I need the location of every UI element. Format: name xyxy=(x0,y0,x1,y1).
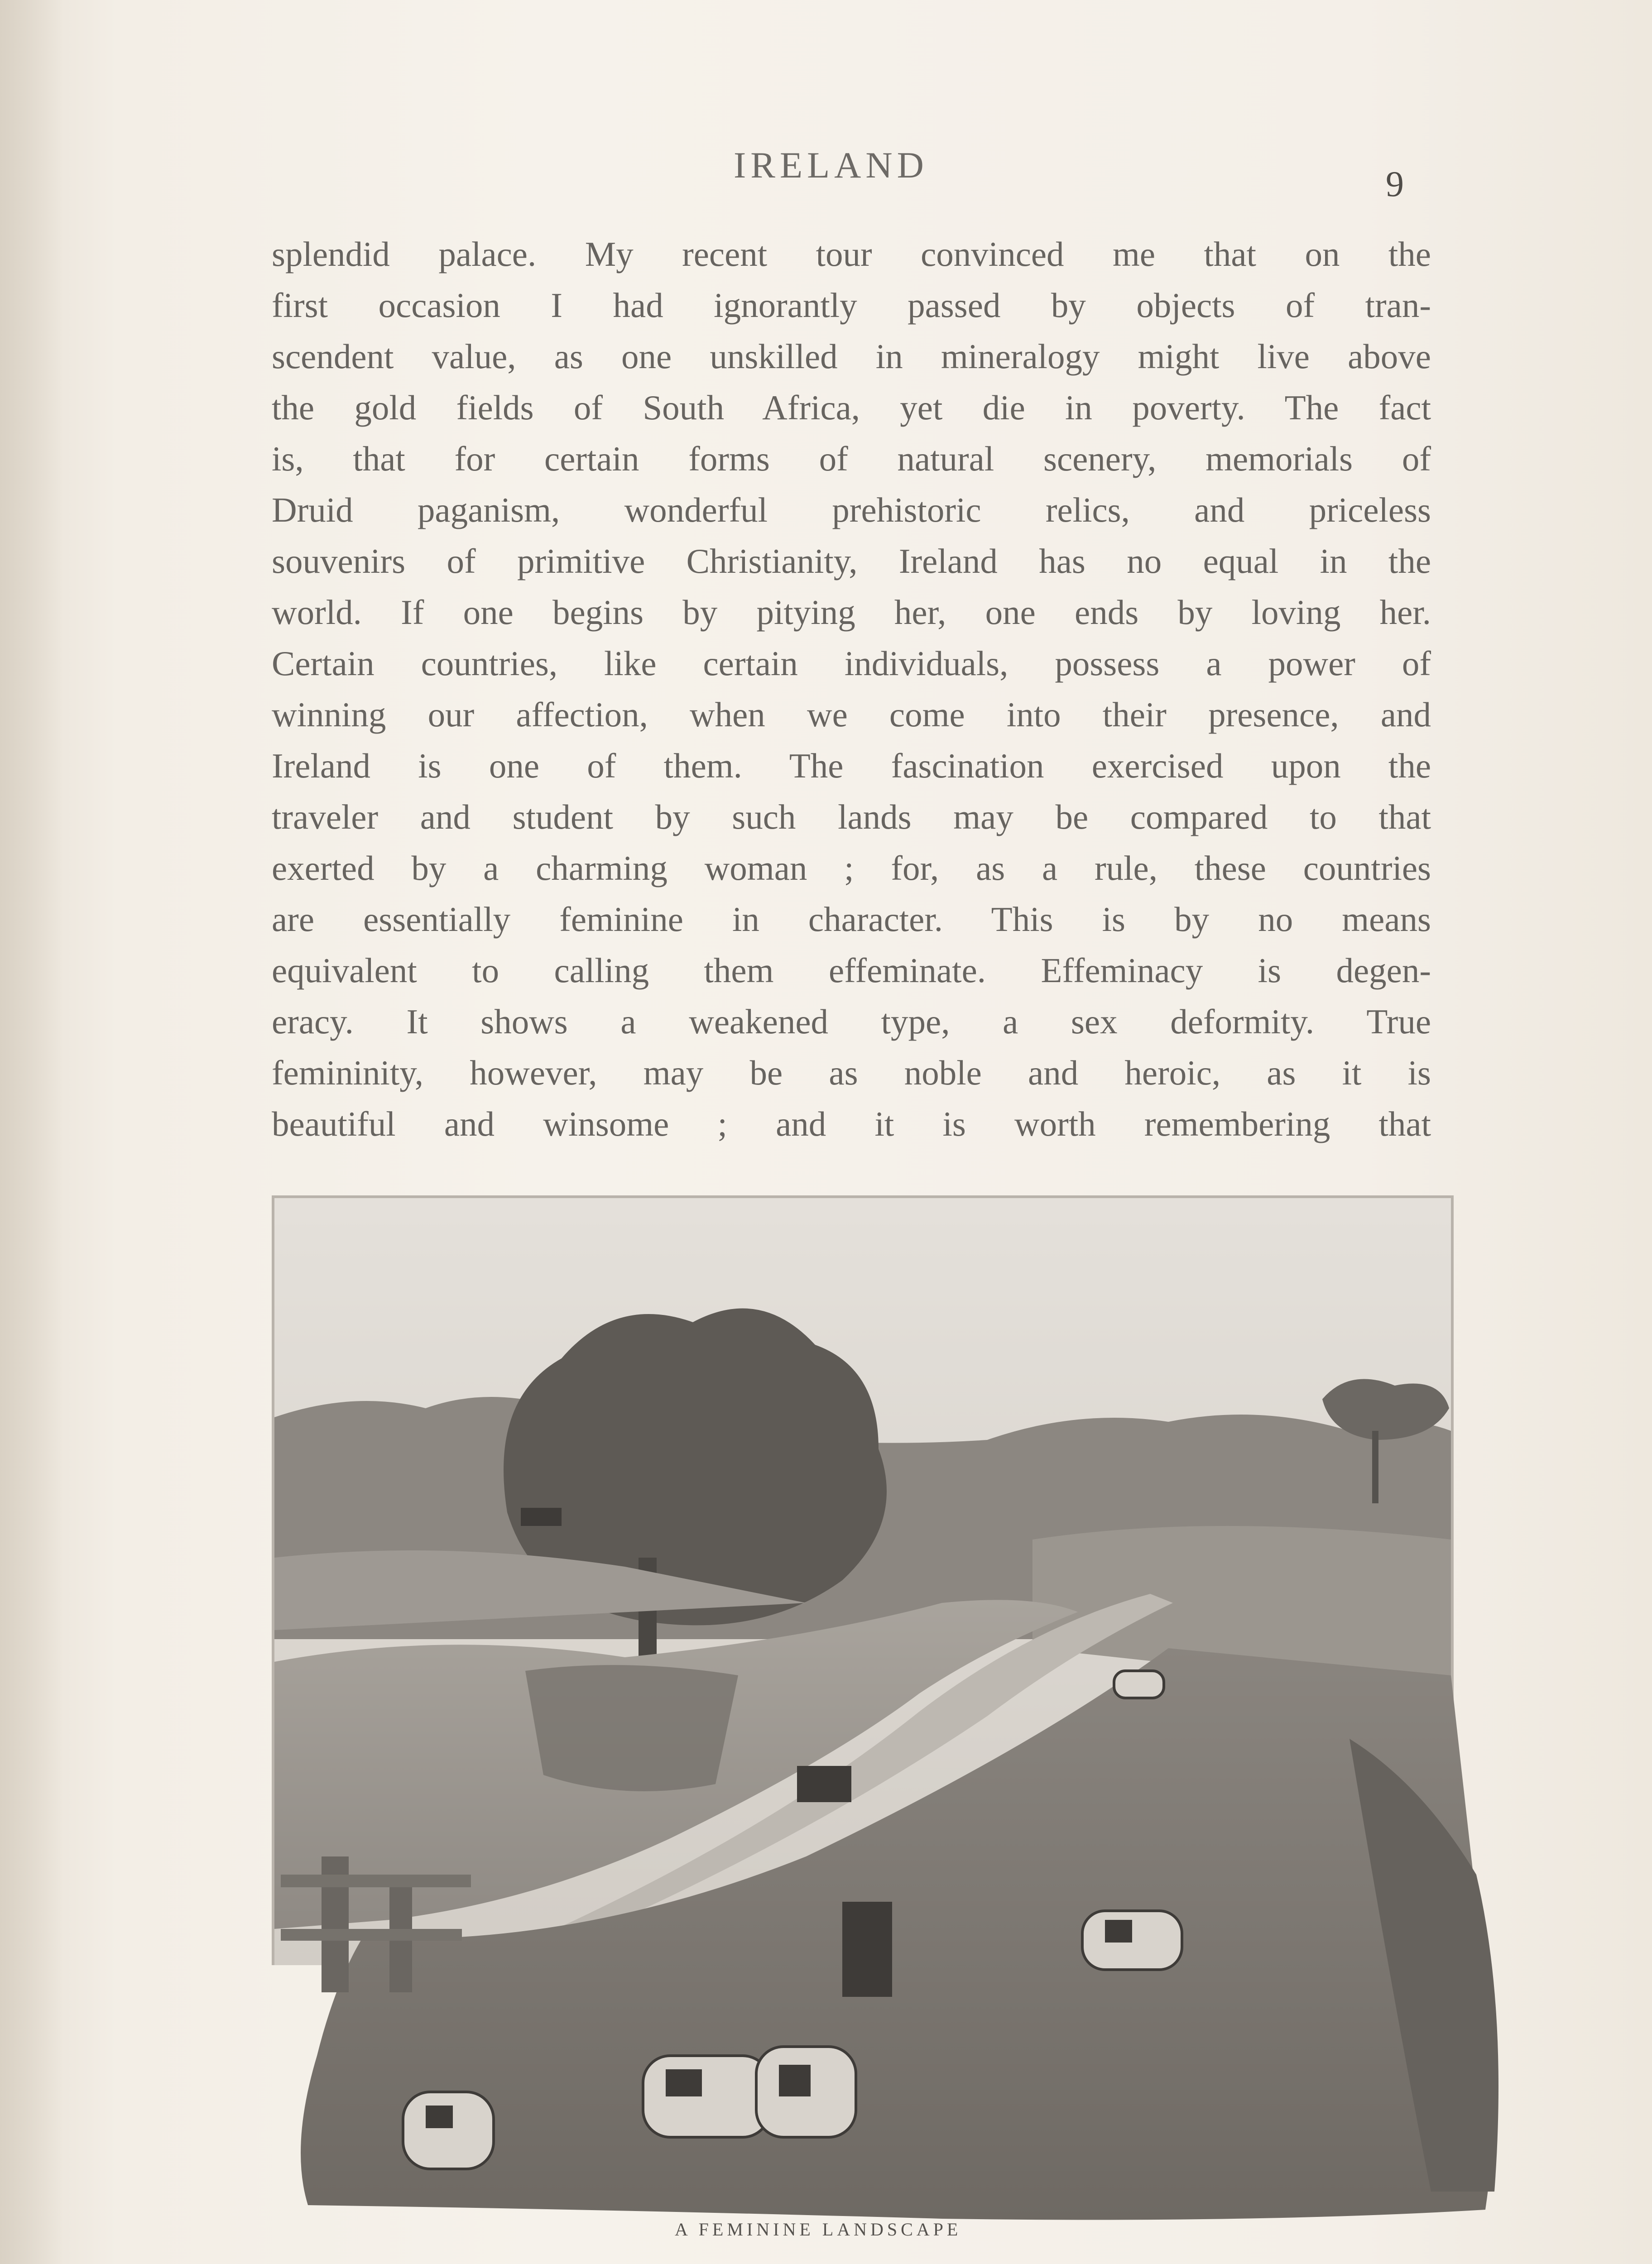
text-line: world. If one begins by pitying her, one ends by loving her. xyxy=(272,593,1431,632)
text-line: winning our affection, when we come into their presence, and xyxy=(272,695,1431,734)
text-line: are essentially feminine in character. This is by no means xyxy=(272,900,1431,939)
text-line: eracy. It shows a weakened type, a sex deformity. True xyxy=(272,1002,1431,1041)
plate-caption: A FEMININE LANDSCAPE xyxy=(675,2219,962,2240)
text-line: first occasion I had ignorantly passed by objects of tran- xyxy=(272,286,1431,325)
gutter-shadow xyxy=(0,0,63,2264)
text-line: the gold fields of South Africa, yet die in poverty. The fact xyxy=(272,388,1431,427)
running-title: IRELAND xyxy=(734,144,928,186)
text-line: femininity, however, may be as noble and heroic, as it is xyxy=(272,1053,1431,1092)
page-number: 9 xyxy=(1386,164,1404,204)
text-line: beautiful and winsome ; and it is worth remembering that xyxy=(272,1104,1431,1143)
landscape-photo xyxy=(172,1195,1531,2237)
text-line: is, that for certain forms of natural scenery, memorials of xyxy=(272,439,1431,478)
text-line: splendid palace. My recent tour convinced me that on the xyxy=(272,235,1431,273)
text-line: souvenirs of primitive Christianity, Ireland has no equal in the xyxy=(272,542,1431,580)
text-line: Ireland is one of them. The fascination exercised upon the xyxy=(272,746,1431,785)
landscape-plate xyxy=(272,1195,1458,2246)
text-line: equivalent to calling them effeminate. Effeminacy is degen- xyxy=(272,951,1431,990)
text-line: exerted by a charming woman ; for, as a rule, these countries xyxy=(272,849,1431,887)
text-line: Certain countries, like certain individuals, possess a power of xyxy=(272,644,1431,683)
text-line: scendent value, as one unskilled in mineralogy might live above xyxy=(272,337,1431,376)
text-line: traveler and student by such lands may be compared to that xyxy=(272,797,1431,836)
text-line: Druid paganism, wonderful prehistoric relics, and priceless xyxy=(272,490,1431,529)
